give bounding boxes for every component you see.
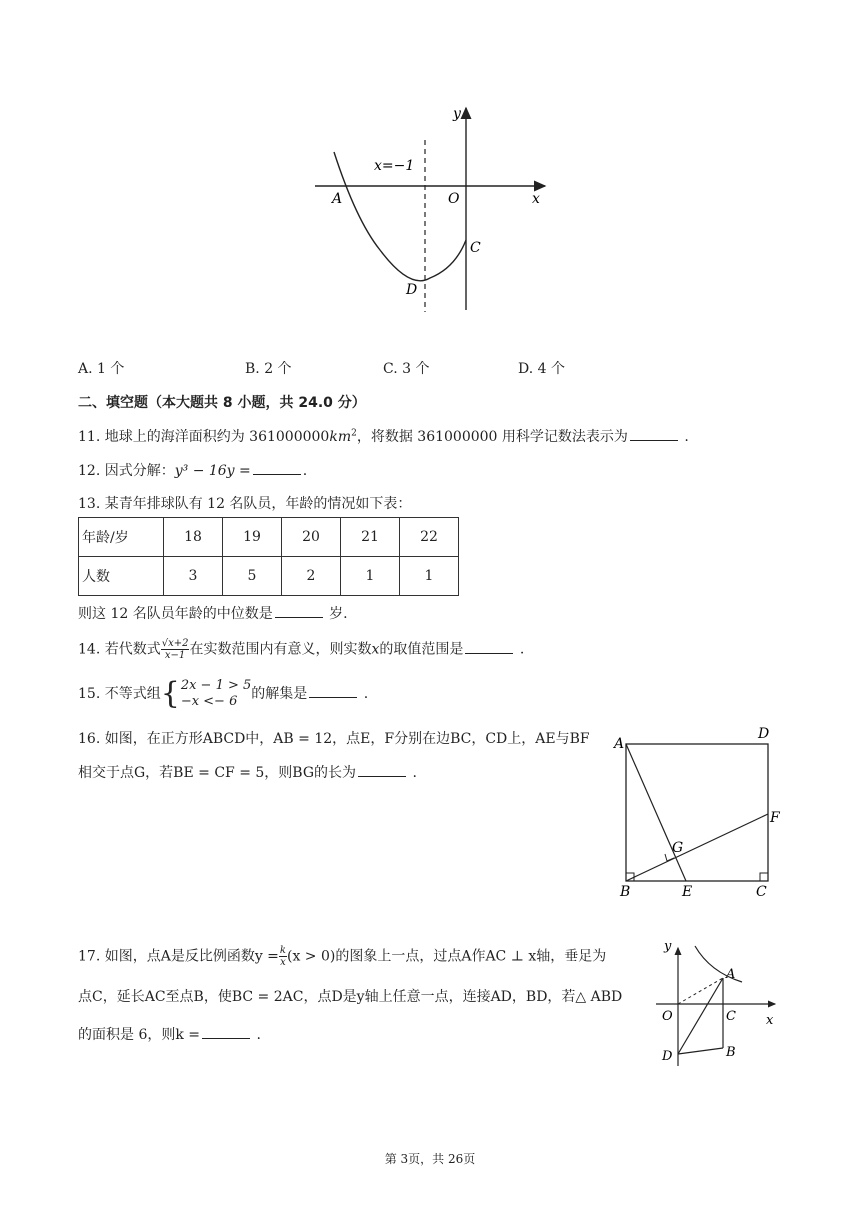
- fraction: $\frac{k}{x}$: [279, 945, 286, 968]
- question-17-line2: 点C，延长AC至点B，使BC = 2AC，点D是y轴上任意一点，连接AD，BD，若△ ABD: [78, 989, 623, 1005]
- inverse-function-figure: [650, 934, 790, 1069]
- label-x: x: [766, 1013, 774, 1028]
- table-header-cell: 人数: [79, 557, 164, 596]
- table-cell: 5: [223, 557, 282, 596]
- answer-blank: [630, 428, 678, 441]
- table-cell: 19: [223, 518, 282, 557]
- label-D: D: [406, 282, 418, 298]
- segment-bf: [626, 814, 768, 881]
- label-E: E: [682, 884, 693, 900]
- label-y: y: [664, 939, 672, 954]
- option-b: B. 2 个: [245, 361, 292, 377]
- label-F: F: [770, 810, 780, 826]
- segment-bd: [678, 1048, 723, 1054]
- question-16-line2: 相交于点G，若BE = CF = 5，则BG的长为 .: [78, 765, 417, 781]
- label-axis-eq: x=−1: [374, 158, 415, 174]
- label-y: y: [453, 106, 461, 122]
- label-C: C: [726, 1009, 736, 1024]
- fraction: $\frac{√x+2}{x-1}$: [161, 638, 189, 661]
- label-x: x: [532, 191, 540, 207]
- table-cell: 18: [164, 518, 223, 557]
- option-c: C. 3 个: [383, 361, 430, 377]
- question-17-line3: 的面积是 6，则k = .: [78, 1027, 261, 1043]
- table-cell: 1: [400, 557, 459, 596]
- label-D: D: [758, 726, 770, 742]
- label-A: A: [726, 967, 736, 982]
- label-G: G: [672, 840, 684, 856]
- table-cell: 20: [282, 518, 341, 557]
- label-D: D: [662, 1049, 673, 1064]
- table-cell: 1: [341, 557, 400, 596]
- table-cell: 3: [164, 557, 223, 596]
- table-row: [79, 557, 459, 596]
- label-O: O: [662, 1009, 673, 1024]
- table-cell: 2: [282, 557, 341, 596]
- question-13-intro: 13. 某青年排球队有 12 名队员，年龄的情况如下表：: [78, 496, 412, 512]
- label-A: A: [332, 191, 343, 207]
- label-B: B: [620, 884, 631, 900]
- parabola-figure: [310, 100, 560, 315]
- question-15: 15. 不等式组{2x − 1 > 5 −x <− 6 的解集是 .: [78, 676, 369, 711]
- answer-blank: [275, 605, 323, 618]
- label-O: O: [448, 191, 460, 207]
- square-figure: [608, 726, 788, 901]
- answer-blank: [358, 764, 406, 777]
- label-C: C: [470, 240, 481, 256]
- option-d: D. 4 个: [518, 361, 565, 377]
- question-16-line1: 16. 如图，在正方形ABCD中，AB = 12，点E，F分别在边BC，CD上，AE与BF: [78, 731, 590, 747]
- answer-blank: [253, 462, 301, 475]
- question-12: 12. 因式分解：y³ − 16y = .: [78, 463, 308, 479]
- answer-blank: [202, 1026, 250, 1039]
- page-footer: 第 3页，共 26页: [384, 1152, 476, 1166]
- option-a: A. 1 个: [78, 361, 125, 377]
- question-11: 11. 地球上的海洋面积约为 $361000000km^2$，将数据 361000000 用科学记数法表示为 .: [78, 428, 689, 445]
- segment-oa: [678, 978, 723, 1004]
- right-angle-c: [760, 873, 768, 881]
- table-header-cell: 年龄/岁: [79, 518, 164, 557]
- table-cell: 22: [400, 518, 459, 557]
- question-13-after: 则这 12 名队员年龄的中位数是 岁.: [78, 606, 348, 622]
- table-row: [79, 518, 459, 557]
- segment-ad: [678, 978, 723, 1054]
- label-C: C: [756, 884, 767, 900]
- label-B: B: [726, 1045, 736, 1060]
- section-title: 二、填空题（本大题共 8 小题，共 24.0 分）: [78, 395, 366, 411]
- segment-ae: [626, 744, 686, 881]
- table-cell: 21: [341, 518, 400, 557]
- question-17-line1: 17. 如图，点A是反比例函数y = $\frac{k}{x}(x > 0)$的图象上一点，过点A作AC ⊥ x轴，垂足为: [78, 945, 607, 968]
- square-abcd: [626, 744, 768, 881]
- answer-blank: [309, 685, 357, 698]
- age-table: [78, 517, 459, 596]
- label-A: A: [614, 736, 625, 752]
- answer-blank: [465, 641, 513, 654]
- question-14: 14. 若代数式 $\frac{√x+2}{x-1}$在实数范围内有意义，则实数x的取值范围是 .: [78, 638, 525, 661]
